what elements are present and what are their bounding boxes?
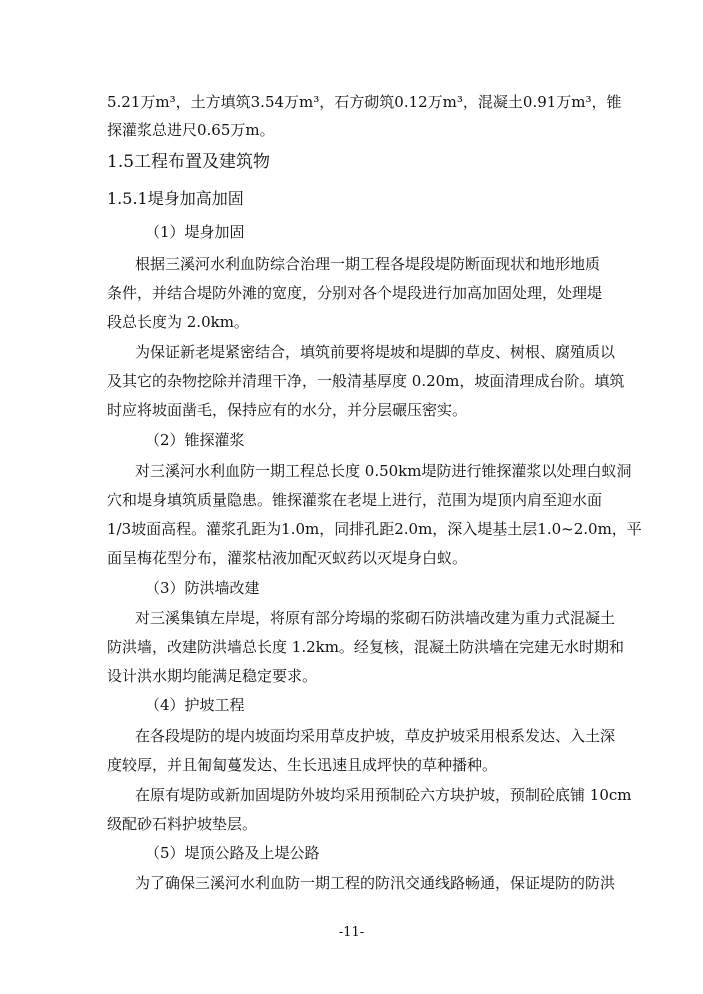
- body-line: 穴和堤身填筑质量隐患。锥探灌浆在老堤上进行，范围为堤顶内肩至迎水面: [107, 491, 603, 509]
- body-line: 级配砂石料护坡垫层。: [107, 815, 258, 833]
- body-line: 面呈梅花型分布，灌浆枯液加配灭蚁药以灭堤身白蚁。: [107, 549, 468, 567]
- body-line: 5.21万m³，土方填筑3.54万m³，石方砌筑0.12万m³，混凝土0.91万m³，锥: [107, 93, 622, 111]
- item-heading: （2）锥探灌浆: [145, 431, 245, 449]
- item-heading: （5）堤顶公路及上堤公路: [145, 844, 320, 862]
- body-line: 防洪墙，改建防洪墙总长度 1.2km。经复核，混凝土防洪墙在完建无水时期和: [107, 638, 624, 656]
- body-line: 在原有堤防或新加固堤防外坡均采用预制砼六方块护坡，预制砼底铺 10cm: [135, 786, 632, 804]
- body-line: 根据三溪河水利血防综合治理一期工程各堤段堤防断面现状和地形地质: [135, 255, 601, 273]
- body-line: 对三溪集镇左岸堤，将原有部分垮塌的浆砌石防洪墙改建为重力式混凝土: [135, 609, 616, 627]
- body-line: 段总长度为 2.0km。: [107, 313, 249, 331]
- body-line: 为了确保三溪河水利血防一期工程的防汛交通线路畅通，保证堤防的防洪: [135, 874, 616, 892]
- body-line: 1/3坡面高程。灌浆孔距为1.0m，同排孔距2.0m，深入堤基土层1.0~2.0m，平: [107, 520, 642, 538]
- body-line: 对三溪河水利血防一期工程总长度 0.50km堤防进行锥探灌浆以处理白蚁洞: [135, 462, 632, 480]
- body-line: 探灌浆总进尺0.65万m。: [107, 121, 275, 139]
- body-line: 及其它的杂物挖除并清理干净，一般清基厚度 0.20m，坡面清理成台阶。填筑: [107, 372, 625, 390]
- body-line: 为保证新老堤紧密结合，填筑前要将堤坡和堤脚的草皮、树根、腐殖质以: [135, 343, 616, 361]
- item-heading: （4）护坡工程: [145, 696, 245, 714]
- body-line: 在各段堤防的堤内坡面均采用草皮护坡，草皮护坡采用根系发达、入土深: [135, 727, 616, 745]
- item-heading: （3）防洪墙改建: [145, 579, 260, 597]
- page-number: -11-: [338, 925, 365, 940]
- subsection-heading: 1.5.1堤身加高加固: [107, 189, 244, 208]
- body-line: 设计洪水期均能满足稳定要求。: [107, 667, 318, 685]
- body-line: 度较厚，并且匍匐蔓发达、生长迅速且成坪快的草种播种。: [107, 756, 498, 774]
- item-heading: （1）堤身加固: [145, 223, 245, 241]
- section-heading: 1.5工程布置及建筑物: [107, 152, 271, 172]
- body-line: 条件，并结合堤防外滩的宽度，分别对各个堤段进行加高加固处理，处理堤: [107, 284, 603, 302]
- body-line: 时应将坡面凿毛，保持应有的水分，并分层碾压密实。: [107, 401, 468, 419]
